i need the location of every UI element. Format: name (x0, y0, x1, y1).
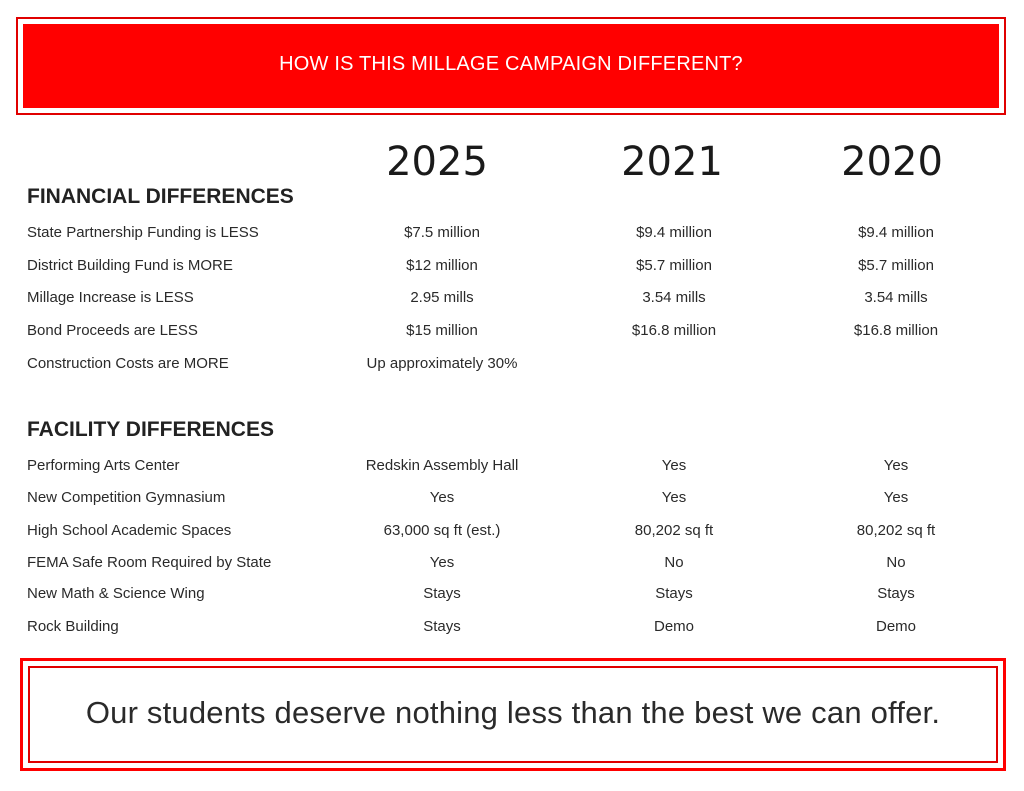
row-label: New Competition Gymnasium (27, 489, 226, 506)
cell-2020: No (886, 554, 906, 571)
column-year-2020: 2020 (841, 139, 943, 185)
cell-2025: 63,000 sq ft (est.) (383, 522, 501, 539)
cell-2020: Yes (883, 457, 909, 474)
table-row (0, 585, 1024, 609)
column-year-2021: 2021 (621, 139, 723, 185)
row-label: FEMA Safe Room Required by State (27, 554, 272, 571)
cell-2025: Redskin Assembly Hall (365, 457, 519, 474)
cell-2021: Yes (661, 489, 687, 506)
cell-2025: $15 million (406, 322, 478, 339)
row-label: New Math & Science Wing (27, 585, 205, 602)
cell-2021: 80,202 sq ft (634, 522, 714, 539)
cell-2025: $12 million (406, 257, 478, 274)
cell-2020: Yes (883, 489, 909, 506)
cell-2020: Stays (877, 585, 915, 602)
cell-2020: $9.4 million (858, 224, 934, 241)
cell-2021: Yes (661, 457, 687, 474)
facility-section-title: FACILITY DIFFERENCES (27, 418, 274, 441)
cell-2021: $5.7 million (636, 257, 712, 274)
page-title: HOW IS THIS MILLAGE CAMPAIGN DIFFERENT? (279, 53, 743, 75)
cell-2020: 80,202 sq ft (856, 522, 936, 539)
cell-2021: 3.54 mills (642, 289, 706, 306)
row-label: Millage Increase is LESS (27, 289, 194, 306)
cell-2020: Demo (875, 618, 916, 635)
row-label: Rock Building (27, 618, 119, 635)
cell-2025: Yes (429, 489, 455, 506)
table-row (0, 554, 1024, 578)
column-year-2025: 2025 (386, 139, 488, 185)
table-row (0, 289, 1024, 313)
cell-2020: $5.7 million (858, 257, 934, 274)
row-label: District Building Fund is MORE (27, 257, 233, 274)
financial-section-title: FINANCIAL DIFFERENCES (27, 185, 294, 208)
table-row (0, 224, 1024, 248)
row-label: High School Academic Spaces (27, 522, 232, 539)
table-row (0, 355, 1024, 379)
cell-2020: $16.8 million (853, 322, 939, 339)
table-row (0, 618, 1024, 642)
header-banner (16, 17, 1006, 115)
table-row (0, 457, 1024, 481)
cell-2021: Demo (653, 618, 694, 635)
row-label: State Partnership Funding is LESS (27, 224, 259, 241)
footer-box (20, 658, 1006, 771)
cell-2021: Stays (655, 585, 693, 602)
footer-tagline: Our students deserve nothing less than the best we can offer. (85, 694, 941, 730)
cell-2025: Up approximately 30% (366, 355, 518, 372)
row-label: Bond Proceeds are LESS (27, 322, 198, 339)
cell-2025: Stays (423, 618, 461, 635)
cell-2025: $7.5 million (404, 224, 480, 241)
row-label: Construction Costs are MORE (27, 355, 229, 372)
cell-2021: No (664, 554, 684, 571)
cell-2021: $9.4 million (636, 224, 712, 241)
table-row (0, 522, 1024, 546)
cell-2020: 3.54 mills (864, 289, 928, 306)
cell-2025: Stays (423, 585, 461, 602)
row-label: Performing Arts Center (27, 457, 180, 474)
cell-2025: 2.95 mills (410, 289, 474, 306)
footer-inner-frame (28, 666, 998, 763)
table-row (0, 489, 1024, 513)
header-banner-fill (22, 23, 1000, 109)
cell-2025: Yes (429, 554, 455, 571)
cell-2021: $16.8 million (631, 322, 717, 339)
table-row (0, 322, 1024, 346)
table-row (0, 257, 1024, 281)
